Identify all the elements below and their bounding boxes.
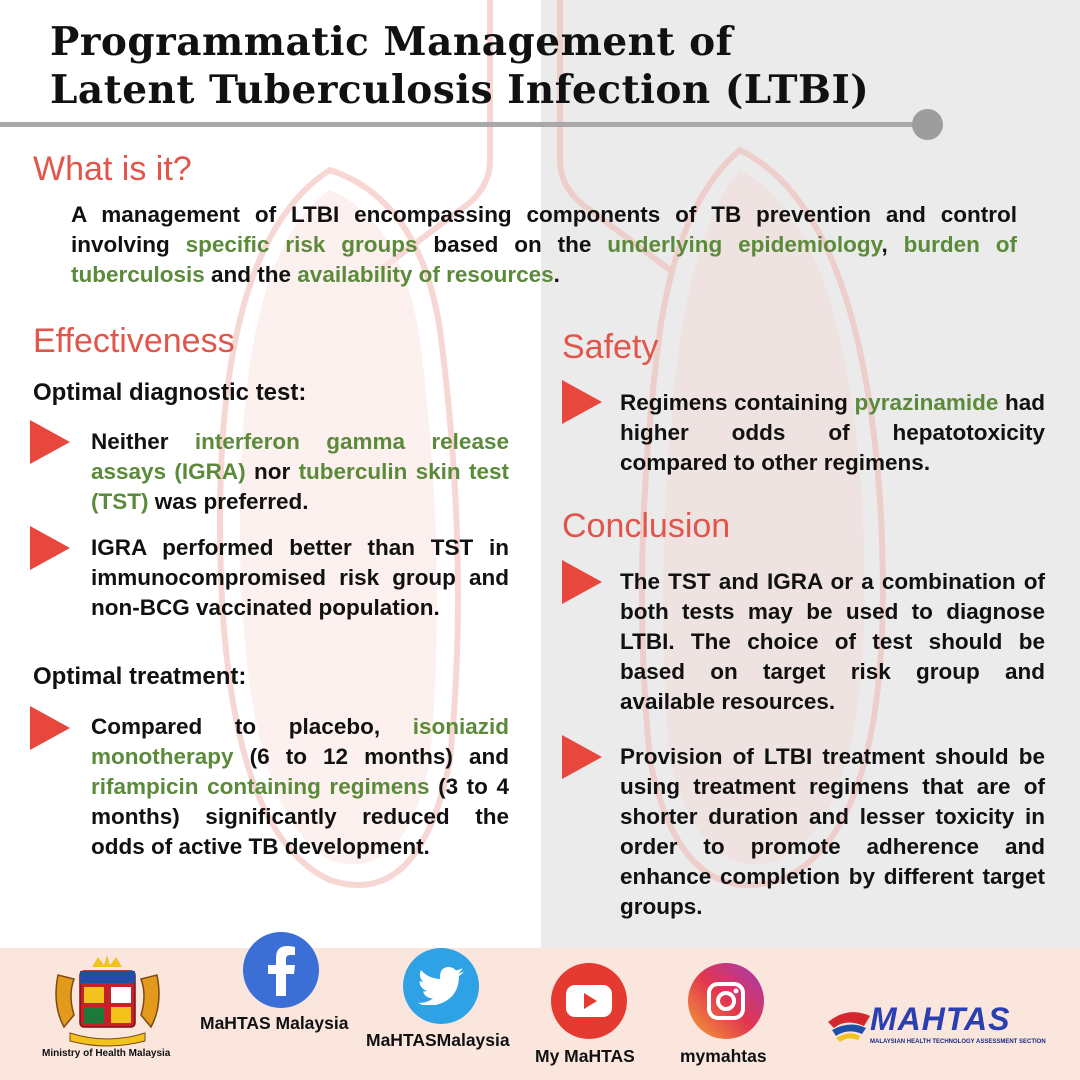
effectiveness-bullet-1 <box>91 427 509 517</box>
eb3-text-3: (3 to 4 months) significantly reduced the odds of active TB development. <box>91 774 509 859</box>
bullet-triangle-icon <box>30 706 70 750</box>
what-highlight-1: specific risk groups <box>185 232 418 257</box>
effectiveness-bullet-3 <box>91 712 509 862</box>
facebook-icon <box>261 944 301 996</box>
sb1-text-2: had higher odds of hepatotoxicity compared to other regimens. <box>620 390 1045 475</box>
facebook-label[interactable]: MaHTAS Malaysia <box>200 1013 349 1033</box>
bullet-triangle-icon <box>562 380 602 424</box>
conclusion-bullet-1: The TST and IGRA or a combination of both tests may be used to diagnose LTBI. The choice of test should be based on target risk group and available resources. <box>620 569 1045 714</box>
eb1-text-1: Neither <box>91 429 195 454</box>
eb1-highlight-2: tuberculin skin test (TST) <box>91 459 510 514</box>
safety-bullet-1 <box>620 388 1045 478</box>
sb1-text-1: Regimens containing <box>620 390 855 415</box>
conclusion-heading: Conclusion <box>562 507 731 545</box>
title-divider-dot <box>912 109 943 140</box>
what-text-2: based on the <box>417 232 608 257</box>
what-highlight-4: availability of resources <box>297 262 554 287</box>
title-divider <box>0 122 928 127</box>
bullet-triangle-icon <box>30 420 70 464</box>
bullet-triangle-icon <box>30 526 70 570</box>
effectiveness-bullet-2: IGRA performed better than TST in immunocompromised risk group and non-BCG vaccinated population. <box>91 535 509 620</box>
effectiveness-heading: Effectiveness <box>33 322 235 360</box>
what-highlight-3: burden of tuberculosis <box>71 232 1017 287</box>
eb1-text-3: was preferred. <box>148 489 309 514</box>
facebook-link[interactable] <box>243 932 319 1008</box>
page-title <box>50 18 869 114</box>
twitter-label[interactable]: MaHTASMalaysia <box>366 1030 510 1050</box>
what-highlight-2: underlying epidemiology <box>607 232 882 257</box>
eb1-text-2: nor <box>245 459 299 484</box>
mahtas-logo-text: MAHTAS <box>870 1001 1011 1037</box>
twitter-link[interactable] <box>403 948 479 1024</box>
what-text-4: and the <box>204 262 298 287</box>
eb3-text-2: (6 to 12 months) and <box>233 744 509 769</box>
conclusion-bullet-2: Provision of LTBI treatment should be using treatment regimens that are of shorter duration and lesser toxicity in order to promote adherence and enhance completion by different target groups. <box>620 744 1045 919</box>
sb1-highlight-1: pyrazinamide <box>854 390 999 415</box>
what-text-1: A management of LTBI encompassing components of TB prevention and control involving <box>71 202 1017 257</box>
twitter-icon <box>418 967 464 1005</box>
malaysia-coat-of-arms-icon <box>40 955 175 1050</box>
instagram-label[interactable]: mymahtas <box>680 1046 767 1066</box>
what-is-it-heading: What is it? <box>33 150 192 188</box>
youtube-icon <box>566 985 612 1017</box>
instagram-icon <box>706 981 746 1021</box>
what-text-3: , <box>881 232 904 257</box>
safety-heading: Safety <box>562 328 659 366</box>
what-is-it-paragraph <box>71 200 1017 290</box>
title-line-2: Latent Tuberculosis Infection (LTBI) <box>50 67 870 113</box>
eb3-highlight-2: rifampicin containing regimens <box>91 774 430 799</box>
ministry-label: Ministry of Health Malaysia <box>42 1048 171 1059</box>
bullet-triangle-icon <box>562 560 602 604</box>
treatment-subheading: Optimal treatment: <box>33 663 247 690</box>
what-text-5: . <box>553 262 560 287</box>
mahtas-logo <box>828 998 1050 1046</box>
eb3-text-1: Compared to placebo, <box>91 714 413 739</box>
bullet-triangle-icon <box>562 735 602 779</box>
youtube-label[interactable]: My MaHTAS <box>535 1046 635 1066</box>
eb3-highlight-1: isoniazid monotherapy <box>91 714 509 769</box>
youtube-link[interactable] <box>551 963 627 1039</box>
diagnostic-test-subheading: Optimal diagnostic test: <box>33 379 307 406</box>
mahtas-logo-subtext: MALAYSIAN HEALTH TECHNOLOGY ASSESSMENT SECTION <box>870 1039 1046 1045</box>
instagram-link[interactable] <box>688 963 764 1039</box>
title-line-1: Programmatic Management of <box>50 19 733 65</box>
eb1-highlight-1: interferon gamma release assays (IGRA) <box>91 429 509 484</box>
